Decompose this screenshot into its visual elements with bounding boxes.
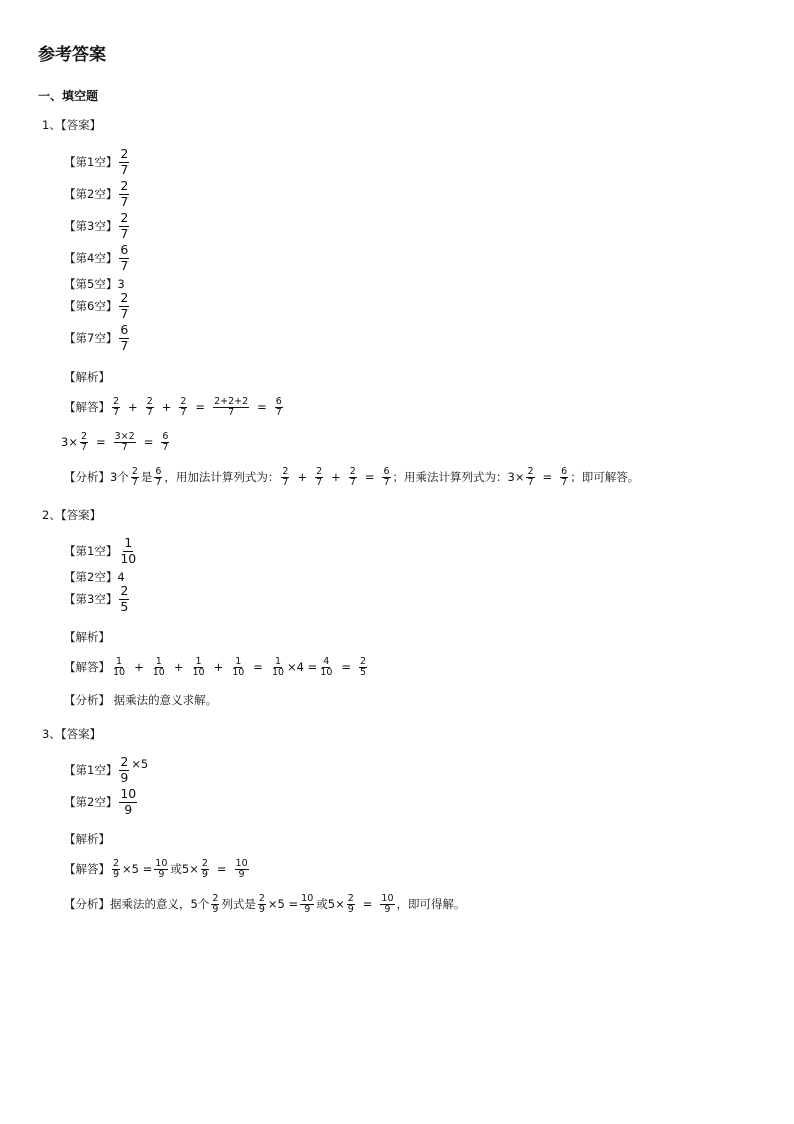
blank-label: 【第1空】 xyxy=(64,155,118,169)
fraction-denominator: 7 xyxy=(120,161,129,177)
fraction xyxy=(80,432,88,452)
fraction-denominator: 5 xyxy=(120,598,129,614)
q2-heading xyxy=(42,508,101,522)
fraction-numerator: 2 xyxy=(120,210,129,225)
fraction-denominator: 7 xyxy=(180,406,187,418)
fraction-denominator: 9 xyxy=(384,903,391,915)
q2-blank-3 xyxy=(64,585,131,613)
fraction-numerator: 2 xyxy=(120,178,129,193)
fraction-denominator: 7 xyxy=(561,476,568,488)
math-text: + xyxy=(331,470,341,484)
fraction-denominator: 7 xyxy=(80,441,87,453)
blank-fraction xyxy=(119,324,129,352)
q2-analysis xyxy=(64,693,217,707)
fraction-numerator: 2 xyxy=(527,466,534,477)
q3-solution xyxy=(64,859,251,879)
fraction-denominator: 7 xyxy=(120,193,129,209)
fraction xyxy=(359,657,367,677)
fraction-numerator: 2 xyxy=(80,431,87,442)
blank-fraction xyxy=(119,244,129,272)
fraction-numerator: 4 xyxy=(323,656,330,667)
math-text: ，即可得解。 xyxy=(396,897,466,911)
fraction xyxy=(315,467,323,487)
math-text: ，用加法计算列式为： xyxy=(164,470,280,484)
fraction-numerator: 6 xyxy=(383,466,390,477)
math-text: + xyxy=(297,470,308,484)
blank-value: 3 xyxy=(117,277,125,291)
fraction-denominator: 10 xyxy=(120,550,137,566)
q3-blank-1 xyxy=(64,756,148,784)
fraction-denominator: 10 xyxy=(271,666,285,678)
math-text: = xyxy=(253,660,263,674)
q1-blank-3 xyxy=(64,212,131,240)
fraction xyxy=(112,859,120,879)
fraction-numerator: 2 xyxy=(120,146,129,161)
fraction xyxy=(179,397,187,417)
math-text: ；用乘法计算列式为：3× xyxy=(392,470,525,484)
math-text: = xyxy=(143,435,154,449)
fraction xyxy=(526,467,534,487)
fraction-numerator: 6 xyxy=(162,431,169,442)
fraction xyxy=(319,657,333,677)
fraction xyxy=(213,397,249,417)
fraction-numerator: 10 xyxy=(381,893,394,904)
fraction-denominator: 7 xyxy=(155,476,162,488)
math-text: 3个 xyxy=(110,470,129,484)
q1-number: 1、 xyxy=(42,118,61,132)
q1-blank-1 xyxy=(64,148,131,176)
fraction-denominator: 7 xyxy=(120,337,129,353)
fraction-denominator: 5 xyxy=(360,666,367,678)
math-text: 据乘法的意义，5个 xyxy=(110,897,210,911)
fraction-denominator: 9 xyxy=(304,903,311,915)
section-heading: 一、填空题 xyxy=(38,89,99,103)
blank-label: 【第1空】 xyxy=(64,763,118,777)
fraction-numerator: 2 xyxy=(201,858,208,869)
q2-number: 2、 xyxy=(42,508,61,522)
fraction-numerator: 1 xyxy=(124,535,133,550)
q3-number: 3、 xyxy=(42,727,61,741)
q3-answer-label: 【答案】 xyxy=(60,727,102,741)
math-text: + xyxy=(173,660,184,674)
math-text: ；即可解答。 xyxy=(570,470,640,484)
fraction-denominator: 7 xyxy=(120,257,129,273)
fraction-numerator: 2 xyxy=(349,466,356,477)
math-text: = xyxy=(216,862,227,876)
q2-parse-label: 【解析】 xyxy=(64,630,110,644)
fraction-numerator: 2 xyxy=(347,893,354,904)
fraction-denominator: 9 xyxy=(347,903,354,915)
solution-label: 【解答】 xyxy=(64,660,110,674)
q1-heading xyxy=(42,118,101,132)
blank-fraction xyxy=(119,180,129,208)
q1-answer-label: 【答案】 xyxy=(60,118,102,132)
fraction-denominator: 7 xyxy=(282,476,289,488)
fraction-denominator: 9 xyxy=(120,769,129,785)
fraction-numerator: 2 xyxy=(113,858,120,869)
fraction xyxy=(112,397,120,417)
blank-fraction xyxy=(119,148,129,176)
math-text: 3× xyxy=(61,435,78,449)
fraction-denominator: 9 xyxy=(124,801,133,817)
fraction xyxy=(211,894,219,914)
math-text: + xyxy=(128,400,138,414)
fraction xyxy=(114,432,136,452)
q1-blank-2 xyxy=(64,180,131,208)
fraction xyxy=(161,432,169,452)
math-text: 是 xyxy=(140,470,153,484)
fraction-numerator: 2 xyxy=(120,290,129,305)
fraction-numerator: 2 xyxy=(120,583,129,598)
fraction xyxy=(154,467,162,487)
math-text: = xyxy=(362,897,373,911)
fraction-numerator: 2 xyxy=(212,893,219,904)
math-text: = xyxy=(364,470,375,484)
fraction-denominator: 7 xyxy=(131,476,138,488)
fraction-numerator: 6 xyxy=(275,396,282,407)
blank-label: 【第3空】 xyxy=(64,592,118,606)
fraction-denominator: 9 xyxy=(238,868,245,880)
fraction-numerator: 10 xyxy=(301,893,314,904)
fraction-denominator: 9 xyxy=(201,868,208,880)
fraction-denominator: 10 xyxy=(320,666,333,678)
q1-solution-line-2 xyxy=(61,432,171,452)
fraction xyxy=(281,467,289,487)
fraction-denominator: 7 xyxy=(527,476,534,488)
fraction xyxy=(131,467,139,487)
fraction-numerator: 2 xyxy=(113,396,120,407)
fraction xyxy=(152,657,166,677)
blank-fraction xyxy=(119,756,129,784)
blank-label: 【第7空】 xyxy=(64,331,118,345)
fraction-denominator: 7 xyxy=(228,406,235,418)
fraction-numerator: 10 xyxy=(120,786,137,801)
fraction xyxy=(347,894,355,914)
fraction-numerator: 6 xyxy=(561,466,568,477)
q1-analysis xyxy=(64,467,639,487)
fraction-denominator: 10 xyxy=(152,666,165,678)
fraction-numerator: 2 xyxy=(180,396,187,407)
blank-fraction xyxy=(119,292,129,320)
fraction-denominator: 7 xyxy=(275,406,282,418)
fraction-numerator: 6 xyxy=(120,242,129,257)
fraction-denominator: 7 xyxy=(113,406,120,418)
math-text: = xyxy=(96,435,106,449)
fraction xyxy=(235,859,249,879)
fraction-numerator: 1 xyxy=(235,656,242,667)
q1-solution-line-1 xyxy=(64,397,285,417)
fraction-denominator: 10 xyxy=(192,666,205,678)
math-text: ×4 = xyxy=(287,660,318,674)
blank-label: 【第2空】 xyxy=(64,795,118,809)
fraction xyxy=(271,657,285,677)
math-text: ×5 = xyxy=(122,862,153,876)
fraction-denominator: 10 xyxy=(232,666,245,678)
fraction-denominator: 7 xyxy=(383,476,390,488)
math-text: + xyxy=(161,400,172,414)
fraction-denominator: 10 xyxy=(113,666,126,678)
blank-fraction xyxy=(119,585,129,613)
q3-parse-label: 【解析】 xyxy=(64,832,110,846)
fraction-numerator: 1 xyxy=(116,656,123,667)
q2-answer-label: 【答案】 xyxy=(60,508,102,522)
q1-parse-label: 【解析】 xyxy=(64,370,110,384)
q1-blank-5 xyxy=(64,276,125,292)
fraction-numerator: 6 xyxy=(120,322,129,337)
fraction-numerator: 10 xyxy=(155,858,168,869)
q2-blank-1 xyxy=(64,537,139,565)
fraction xyxy=(231,657,245,677)
fraction-numerator: 6 xyxy=(155,466,162,477)
fraction xyxy=(258,894,266,914)
solution-label: 【解答】 xyxy=(64,400,110,414)
fraction-denominator: 7 xyxy=(121,441,128,453)
q1-blank-7 xyxy=(64,324,131,352)
math-text: ×5 = xyxy=(267,897,299,911)
fraction xyxy=(201,859,209,879)
fraction-denominator: 9 xyxy=(113,868,120,880)
fraction-numerator: 2+2+2 xyxy=(214,396,249,407)
fraction-numerator: 1 xyxy=(195,656,202,667)
fraction-denominator: 9 xyxy=(158,868,165,880)
fraction xyxy=(349,467,357,487)
fraction-denominator: 7 xyxy=(316,476,323,488)
fraction-denominator: 7 xyxy=(120,305,129,321)
math-text: + xyxy=(213,660,224,674)
math-text: 或5× xyxy=(170,862,199,876)
blank-fraction xyxy=(119,212,129,240)
fraction-numerator: 2 xyxy=(131,466,138,477)
fraction xyxy=(191,657,205,677)
fraction xyxy=(146,397,154,417)
math-text: + xyxy=(134,660,144,674)
page-title: 参考答案 xyxy=(38,45,106,65)
fraction-numerator: 2 xyxy=(316,466,323,477)
math-text: = xyxy=(341,660,352,674)
fraction xyxy=(154,859,168,879)
blank-label: 【第2空】 xyxy=(64,187,118,201)
math-text: = xyxy=(195,400,206,414)
fraction xyxy=(112,657,126,677)
blank-label: 【第1空】 xyxy=(64,544,118,558)
fraction-numerator: 3×2 xyxy=(114,431,135,442)
fraction xyxy=(275,397,283,417)
math-text: 列式是 xyxy=(221,897,256,911)
fraction-denominator: 9 xyxy=(212,903,219,915)
q1-blank-4 xyxy=(64,244,131,272)
fraction xyxy=(560,467,568,487)
q2-solution xyxy=(64,657,369,677)
fraction-numerator: 1 xyxy=(155,656,162,667)
fraction-denominator: 9 xyxy=(258,903,265,915)
math-text: = xyxy=(542,470,553,484)
math-text: ×5 xyxy=(131,757,149,771)
fraction-numerator: 2 xyxy=(258,893,265,904)
fraction-numerator: 10 xyxy=(235,858,248,869)
solution-label: 【解答】 xyxy=(64,862,110,876)
q3-blank-2 xyxy=(64,788,139,816)
blank-value: 4 xyxy=(117,570,125,584)
blank-label: 【第2空】 xyxy=(64,570,118,584)
q3-heading xyxy=(42,727,101,741)
blank-label: 【第3空】 xyxy=(64,219,118,233)
fraction-denominator: 7 xyxy=(349,476,356,488)
q1-blank-6 xyxy=(64,292,131,320)
fraction-numerator: 2 xyxy=(120,754,129,769)
blank-label: 【第6空】 xyxy=(64,299,118,313)
fraction xyxy=(380,894,394,914)
fraction-numerator: 2 xyxy=(282,466,289,477)
blank-fraction xyxy=(119,537,137,565)
blank-label: 【第5空】 xyxy=(64,277,118,291)
fraction-numerator: 2 xyxy=(146,396,153,407)
fraction-denominator: 7 xyxy=(120,225,129,241)
blank-fraction xyxy=(119,788,137,816)
math-text: 或5× xyxy=(316,897,345,911)
analysis-label: 【分析】 xyxy=(64,693,110,707)
fraction-denominator: 7 xyxy=(162,441,169,453)
blank-label: 【第4空】 xyxy=(64,251,118,265)
fraction xyxy=(300,894,314,914)
fraction-numerator: 2 xyxy=(360,656,367,667)
analysis-text: 据乘法的意义求解。 xyxy=(113,693,218,707)
q3-analysis xyxy=(64,894,466,914)
analysis-label: 【分析】 xyxy=(64,470,110,484)
fraction xyxy=(382,467,390,487)
fraction-denominator: 7 xyxy=(146,406,153,418)
analysis-label: 【分析】 xyxy=(64,897,110,911)
q2-blank-2 xyxy=(64,569,125,585)
math-text: = xyxy=(257,400,267,414)
fraction-numerator: 1 xyxy=(274,656,281,667)
